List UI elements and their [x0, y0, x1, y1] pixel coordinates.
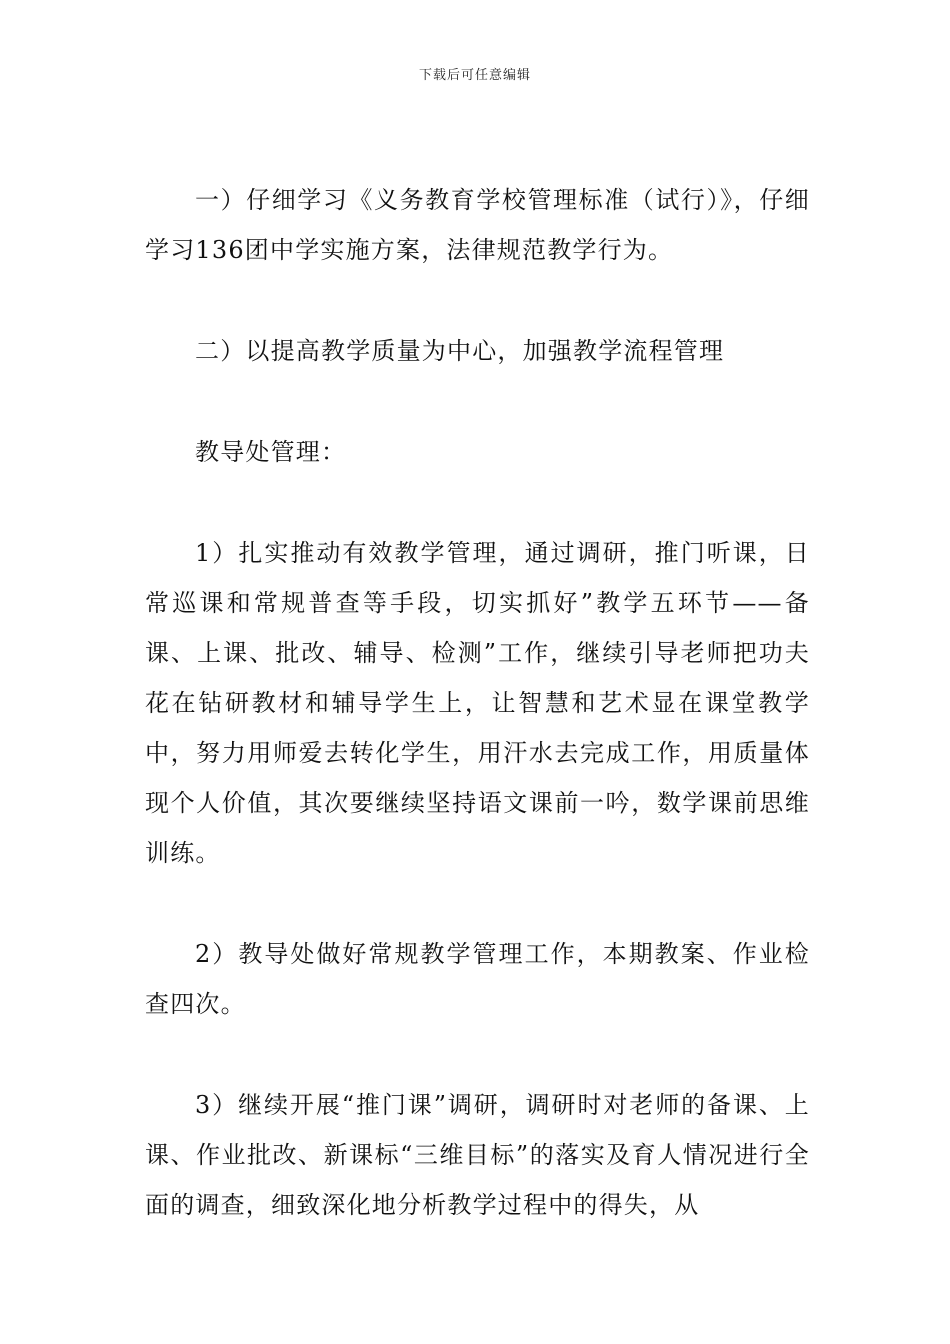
paragraph-gap [145, 376, 810, 427]
paragraph-gap [145, 878, 810, 929]
paragraph-study-standards: 一）仔细学习《义务教育学校管理标准（试行）》，仔细学习136团中学实施方案，法律规范教学行为。 [145, 186, 810, 264]
header-note: 下载后可任意编辑 [418, 68, 531, 83]
paragraph-teaching-quality: 二）以提高教学质量为中心，加强教学流程管理 [195, 337, 725, 365]
paragraph-office-management: 教导处管理： [195, 438, 347, 466]
paragraph-gap [145, 1029, 810, 1080]
paragraph-item-3: 3）继续开展“推门课”调研，调研时对老师的备课、上课、作业批改、新课标“三维目标”的落实及育人情况进行全面的调查，细致深化地分析教学过程中的得失，从 [145, 1091, 810, 1219]
document-body [145, 175, 810, 1230]
paragraph-item-1: 1）扎实推动有效教学管理，通过调研，推门听课，日常巡课和常规普查等手段，切实抓好”教学五环节——备课、上课、批改、辅导、检测”工作，继续引导老师把功夫花在钻研教材和辅导学生上，让智慧和艺术显在课堂教学中，努力用师爱去转化学生，用汗水去完成工作，用质量体现个人价值，其次要继续坚持语文课前一吟，数学课前思维训练。 [145, 539, 810, 867]
paragraph-gap [145, 477, 810, 528]
paragraph-gap [145, 275, 810, 326]
paragraph-item-2: 2）教导处做好常规教学管理工作，本期教案、作业检查四次。 [145, 940, 810, 1018]
